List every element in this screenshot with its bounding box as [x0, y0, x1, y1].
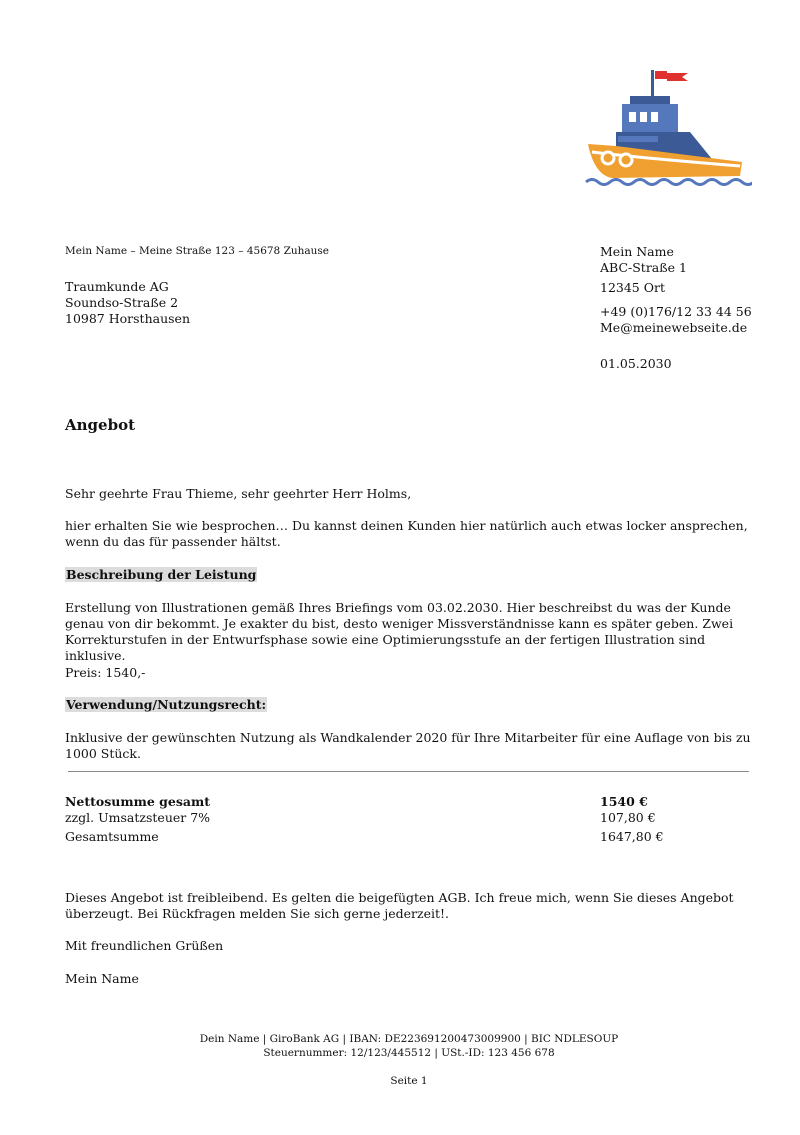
gross-total-value: 1647,80 € [600, 829, 664, 844]
sender-email: Me@meinewebseite.de [600, 320, 748, 335]
document-date: 01.05.2030 [600, 356, 672, 371]
sender-address [600, 244, 752, 372]
usage-heading: Verwendung/Nutzungsrecht: [66, 697, 267, 712]
signature: Mein Name [65, 971, 139, 986]
vat-value: 107,80 € [600, 810, 656, 825]
vat-label: zzgl. Umsatzsteuer 7% [65, 810, 211, 825]
description-heading-row [65, 567, 755, 583]
closing-paragraph: Dieses Angebot ist freibleibend. Es gelten die beigefügten AGB. Ich freue mich, wenn Sie dieses Angebot überzeugt. Bei Rückfragen melden Sie sich gerne jederzeit!. [65, 890, 734, 921]
boat-logo-icon [582, 66, 752, 190]
description-paragraph: Erstellung von Illustrationen gemäß Ihres Briefings vom 03.02.2030. Hier beschreibst du was der Kunde genau von dir bekommt. Je exakter du bist, desto weniger Missverständnisse kann es später geben. Zwei Korrekturstufen in der Entwurfsphase sowie eine Optimierungsstufe an der fertigen Illustration sind inklusive. [65, 600, 734, 663]
price-line: Preis: 1540,- [65, 665, 146, 680]
salutation: Sehr geehrte Frau Thieme, sehr geehrter Herr Holms, [65, 486, 412, 501]
sender-phone: +49 (0)176/12 33 44 56 [600, 304, 752, 319]
intro-paragraph: hier erhalten Sie wie besprochen… Du kannst deinen Kunden hier natürlich auch etwas locker ansprechen, wenn du das für passender hältst. [65, 518, 748, 549]
sender-city: 12345 Ort [600, 280, 665, 295]
usage-paragraph: Inklusive der gewünschten Nutzung als Wandkalender 2020 für Ihre Mitarbeiter für eine Auflage von bis zu 1000 Stück. [65, 730, 751, 761]
recipient-address [65, 279, 190, 327]
page-number: Seite 1 [390, 1075, 428, 1087]
usage-heading-row [65, 697, 755, 713]
recipient-company: Traumkunde AG [65, 279, 169, 294]
gross-total-label: Gesamtsumme [65, 829, 159, 844]
recipient-city: 10987 Horsthausen [65, 311, 190, 326]
sender-street: ABC-Straße 1 [600, 260, 687, 275]
sender-name: Mein Name [600, 244, 674, 259]
recipient-street: Soundso-Straße 2 [65, 295, 179, 310]
divider [68, 771, 749, 772]
footer-tax-line: Steuernummer: 12/123/445512 | USt.-ID: 123 456 678 [263, 1047, 555, 1059]
net-total-label: Nettosumme gesamt [65, 794, 210, 809]
greeting: Mit freundlichen Grüßen [65, 938, 224, 953]
footer-bank-line: Dein Name | GiroBank AG | IBAN: DE223691200473009900 | BIC NDLESOUP [199, 1033, 619, 1045]
page-title: Angebot [65, 416, 135, 434]
description-heading: Beschreibung der Leistung [66, 567, 257, 582]
sender-return-line: Mein Name – Meine Straße 123 – 45678 Zuhause [65, 245, 330, 257]
net-total-value: 1540 € [600, 794, 648, 809]
